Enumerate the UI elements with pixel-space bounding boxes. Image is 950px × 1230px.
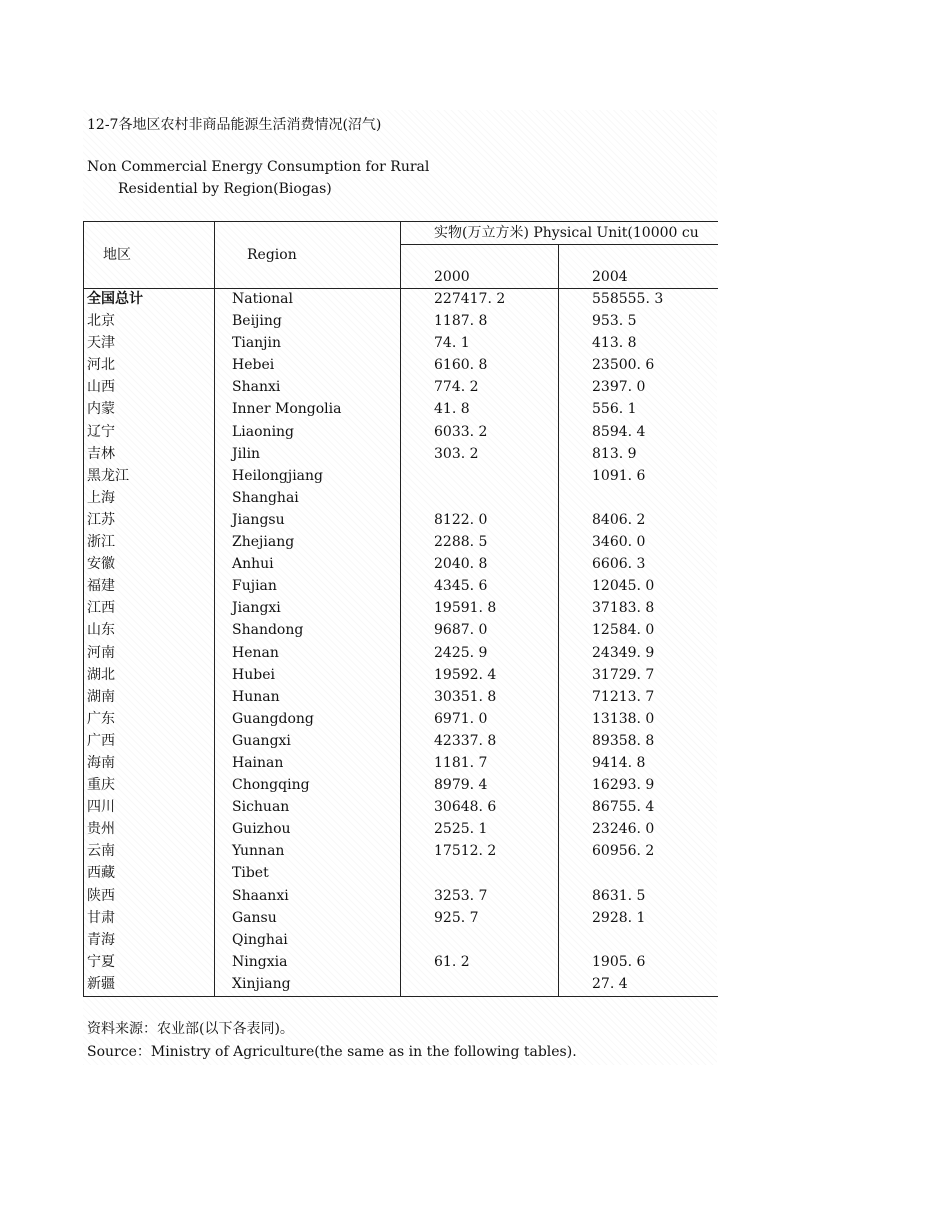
- value-2004-cell: 24349. 9: [592, 644, 655, 661]
- table-row: [84, 642, 718, 664]
- region-en-cell: Fujian: [232, 578, 277, 595]
- value-2000-cell: 42337. 8: [434, 732, 497, 749]
- table-row: [84, 553, 718, 575]
- table-row: [84, 597, 718, 619]
- value-2004-cell: 23500. 6: [592, 357, 655, 374]
- region-en-cell: Heilongjiang: [232, 467, 323, 484]
- region-cn-cell: 江西: [87, 600, 115, 617]
- value-2004-cell: 27. 4: [592, 975, 628, 992]
- value-2000-cell: 2425. 9: [434, 644, 488, 661]
- value-2004-cell: 13138. 0: [592, 710, 655, 727]
- table-row: [84, 774, 718, 796]
- region-cn-cell: 青海: [87, 931, 115, 948]
- value-2000-cell: 1187. 8: [434, 313, 488, 330]
- table-row: [84, 907, 718, 929]
- region-cn-cell: 新疆: [87, 975, 115, 992]
- table-row: [84, 575, 718, 597]
- value-2004-cell: 12584. 0: [592, 622, 655, 639]
- table-row: [84, 619, 718, 641]
- value-2004-cell: 8406. 2: [592, 511, 646, 528]
- region-en-cell: Guangxi: [232, 732, 291, 749]
- region-cn-cell: 四川: [87, 799, 115, 816]
- region-en-cell: Jiangxi: [232, 600, 281, 617]
- region-en-cell: Tibet: [232, 865, 269, 882]
- value-2004-cell: 6606. 3: [592, 556, 646, 573]
- region-cn-cell: 内蒙: [87, 401, 115, 418]
- region-cn-cell: 湖南: [87, 688, 115, 705]
- table-row: [84, 929, 718, 951]
- region-en-cell: Sichuan: [232, 799, 290, 816]
- table-row: [84, 398, 718, 420]
- value-2000-cell: 303. 2: [434, 445, 479, 462]
- source-note-en: Source：Ministry of Agriculture(the same as in the following tables).: [87, 1044, 577, 1060]
- value-2004-cell: 813. 9: [592, 445, 637, 462]
- table-row: [84, 443, 718, 465]
- region-en-cell: Shanxi: [232, 379, 281, 396]
- value-2004-cell: 60956. 2: [592, 843, 655, 860]
- value-2004-cell: 8631. 5: [592, 887, 646, 904]
- table-row: [84, 487, 718, 509]
- table-row: [84, 310, 718, 332]
- region-en-cell: Anhui: [232, 556, 274, 573]
- region-en-cell: Jiangsu: [232, 511, 285, 528]
- value-2004-cell: 1905. 6: [592, 953, 646, 970]
- value-2004-cell: 86755. 4: [592, 799, 655, 816]
- table-row: [84, 840, 718, 862]
- table-row: [84, 752, 718, 774]
- source-note-cn: 资料来源：农业部(以下各表同)。: [87, 1021, 294, 1037]
- value-2004-cell: 1091. 6: [592, 467, 646, 484]
- region-cn-cell: 广西: [87, 732, 115, 749]
- value-2000-cell: 6033. 2: [434, 423, 488, 440]
- region-cn-cell: 福建: [87, 578, 115, 595]
- region-en-cell: National: [232, 291, 293, 307]
- region-cn-cell: 河南: [87, 644, 115, 661]
- table-row: [84, 288, 718, 310]
- region-en-cell: Beijing: [232, 313, 282, 330]
- region-cn-cell: 陕西: [87, 887, 115, 904]
- region-en-cell: Xinjiang: [232, 975, 291, 992]
- region-en-cell: Hubei: [232, 666, 275, 683]
- region-cn-cell: 重庆: [87, 777, 115, 794]
- region-cn-cell: 江苏: [87, 511, 115, 528]
- region-cn-cell: 海南: [87, 754, 115, 771]
- value-2000-cell: 19591. 8: [434, 600, 497, 617]
- value-2004-cell: 9414. 8: [592, 754, 646, 771]
- value-2000-cell: 227417. 2: [434, 291, 506, 307]
- table-body: [84, 288, 718, 995]
- region-cn-cell: 吉林: [87, 445, 115, 462]
- value-2000-cell: 2525. 1: [434, 821, 488, 838]
- table-row: [84, 885, 718, 907]
- region-en-cell: Inner Mongolia: [232, 401, 342, 418]
- value-2004-cell: 413. 8: [592, 335, 637, 352]
- value-2000-cell: 6160. 8: [434, 357, 488, 374]
- value-2000-cell: 2288. 5: [434, 534, 488, 551]
- value-2000-cell: 2040. 8: [434, 556, 488, 573]
- region-cn-cell: 宁夏: [87, 953, 115, 970]
- region-en-cell: Zhejiang: [232, 534, 295, 551]
- region-en-cell: Guangdong: [232, 710, 314, 727]
- value-2000-cell: 8122. 0: [434, 511, 488, 528]
- region-en-cell: Hunan: [232, 688, 280, 705]
- value-2004-cell: 2928. 1: [592, 909, 646, 926]
- region-cn-cell: 辽宁: [87, 423, 115, 440]
- region-cn-cell: 安徽: [87, 556, 115, 573]
- value-2000-cell: 30351. 8: [434, 688, 497, 705]
- value-2004-cell: 16293. 9: [592, 777, 655, 794]
- region-en-cell: Hebei: [232, 357, 275, 374]
- region-cn-cell: 全国总计: [87, 291, 143, 307]
- table-row: [84, 509, 718, 531]
- region-en-cell: Chongqing: [232, 777, 310, 794]
- region-cn-cell: 天津: [87, 335, 115, 352]
- value-2000-cell: 3253. 7: [434, 887, 488, 904]
- value-2000-cell: 8979. 4: [434, 777, 488, 794]
- region-cn-cell: 云南: [87, 843, 115, 860]
- value-2000-cell: 41. 8: [434, 401, 470, 418]
- region-cn-cell: 山东: [87, 622, 115, 639]
- table-title: 12-7各地区农村非商品能源生活消费情况(沼气): [87, 117, 382, 133]
- value-2004-cell: 37183. 8: [592, 600, 655, 617]
- value-2004-cell: 89358. 8: [592, 732, 655, 749]
- header-region-cn: 地区: [103, 247, 131, 263]
- value-2000-cell: 1181. 7: [434, 754, 488, 771]
- region-cn-cell: 甘肃: [87, 909, 115, 926]
- value-2004-cell: 3460. 0: [592, 534, 646, 551]
- table-subtitle-line-2: Residential by Region(Biogas): [118, 181, 332, 197]
- region-cn-cell: 北京: [87, 313, 115, 330]
- value-2004-cell: 556. 1: [592, 401, 637, 418]
- table-row: [84, 686, 718, 708]
- table-row: [84, 862, 718, 884]
- value-2000-cell: 925. 7: [434, 909, 479, 926]
- value-2000-cell: 6971. 0: [434, 710, 488, 727]
- table-row: [84, 465, 718, 487]
- header-unit: 实物(万立方米) Physical Unit(10000 cu: [434, 225, 699, 241]
- header-year-2004: 2004: [592, 269, 628, 285]
- region-en-cell: Hainan: [232, 754, 284, 771]
- data-table: [83, 221, 718, 997]
- region-en-cell: Jilin: [232, 445, 261, 462]
- region-en-cell: Shandong: [232, 622, 304, 639]
- table-row: [84, 818, 718, 840]
- table-row: [84, 951, 718, 973]
- value-2000-cell: 774. 2: [434, 379, 479, 396]
- region-en-cell: Shanghai: [232, 489, 299, 506]
- region-en-cell: Shaanxi: [232, 887, 289, 904]
- value-2000-cell: 74. 1: [434, 335, 470, 352]
- region-cn-cell: 黑龙江: [87, 467, 129, 484]
- value-2000-cell: 4345. 6: [434, 578, 488, 595]
- table-row: [84, 421, 718, 443]
- value-2004-cell: 71213. 7: [592, 688, 655, 705]
- value-2000-cell: 9687. 0: [434, 622, 488, 639]
- table-subtitle-line-1: Non Commercial Energy Consumption for Rural: [87, 159, 430, 175]
- region-en-cell: Henan: [232, 644, 279, 661]
- region-en-cell: Liaoning: [232, 423, 295, 440]
- region-cn-cell: 西藏: [87, 865, 115, 882]
- value-2004-cell: 2397. 0: [592, 379, 646, 396]
- table-row: [84, 973, 718, 995]
- value-2004-cell: 31729. 7: [592, 666, 655, 683]
- table-row: [84, 354, 718, 376]
- table-row: [84, 376, 718, 398]
- value-2004-cell: 8594. 4: [592, 423, 646, 440]
- value-2004-cell: 953. 5: [592, 313, 637, 330]
- header-year-2000: 2000: [434, 269, 470, 285]
- region-en-cell: Tianjin: [232, 335, 282, 352]
- region-cn-cell: 河北: [87, 357, 115, 374]
- table-row: [84, 796, 718, 818]
- region-en-cell: Guizhou: [232, 821, 291, 838]
- table-row: [84, 332, 718, 354]
- header-region-en: Region: [247, 247, 297, 263]
- region-cn-cell: 湖北: [87, 666, 115, 683]
- table-row: [84, 664, 718, 686]
- region-cn-cell: 浙江: [87, 534, 115, 551]
- value-2000-cell: 17512. 2: [434, 843, 497, 860]
- table-row: [84, 708, 718, 730]
- value-2004-cell: 12045. 0: [592, 578, 655, 595]
- value-2000-cell: 19592. 4: [434, 666, 497, 683]
- value-2000-cell: 30648. 6: [434, 799, 497, 816]
- value-2004-cell: 558555. 3: [592, 291, 664, 307]
- region-cn-cell: 山西: [87, 379, 115, 396]
- table-row: [84, 730, 718, 752]
- region-en-cell: Ningxia: [232, 953, 288, 970]
- region-cn-cell: 广东: [87, 710, 115, 727]
- region-en-cell: Qinghai: [232, 931, 288, 948]
- header-divider: [400, 244, 718, 245]
- region-en-cell: Yunnan: [232, 843, 285, 860]
- table-row: [84, 531, 718, 553]
- region-cn-cell: 贵州: [87, 821, 115, 838]
- value-2000-cell: 61. 2: [434, 953, 470, 970]
- value-2004-cell: 23246. 0: [592, 821, 655, 838]
- region-cn-cell: 上海: [87, 489, 115, 506]
- spreadsheet-sheet: [83, 110, 717, 1065]
- region-en-cell: Gansu: [232, 909, 277, 926]
